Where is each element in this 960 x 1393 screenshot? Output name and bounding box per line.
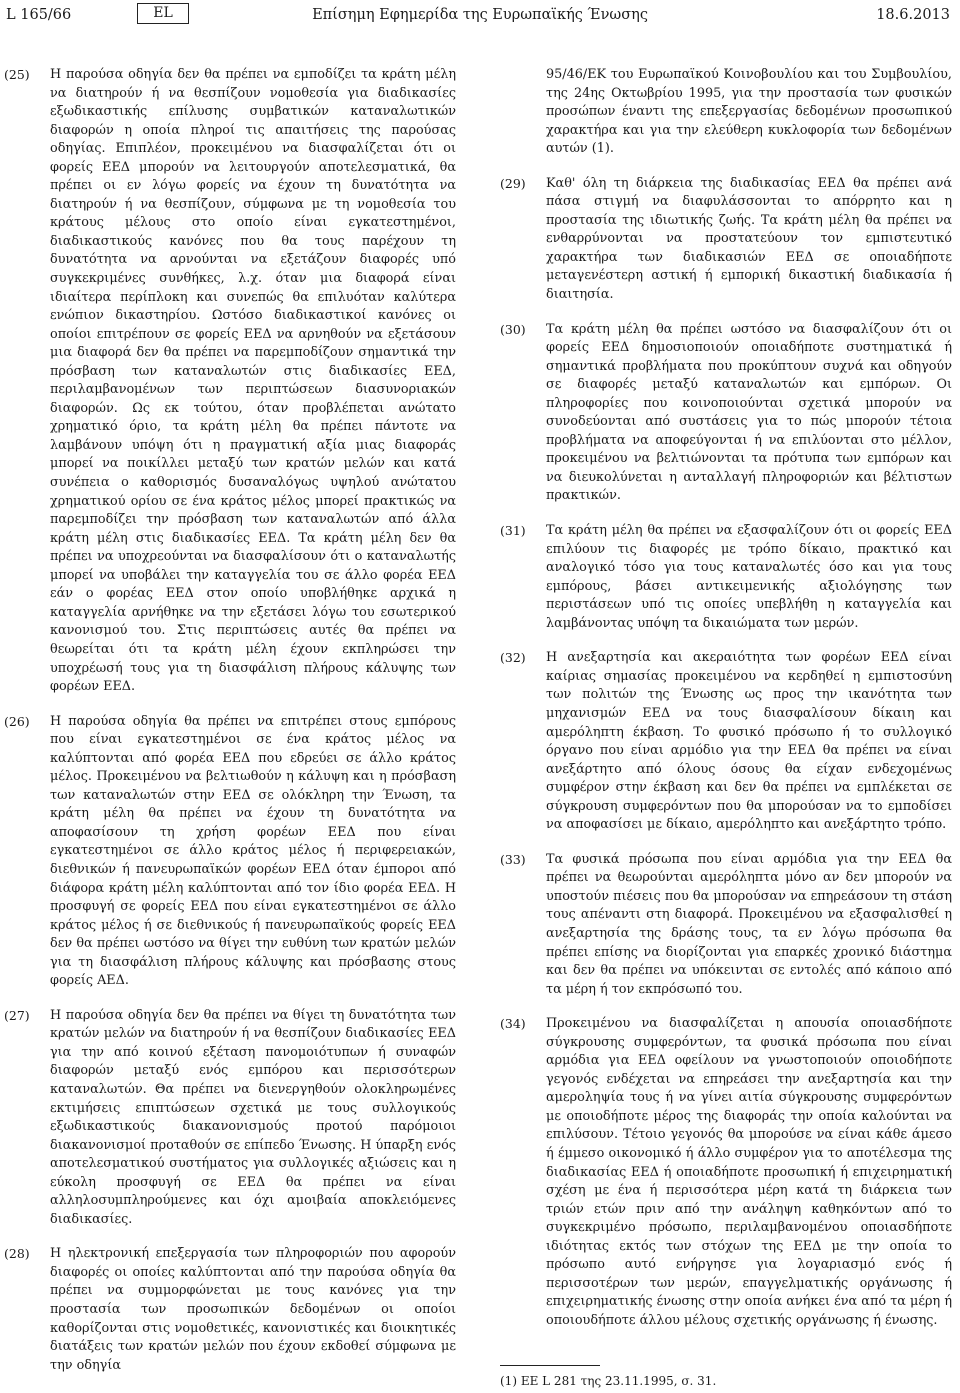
recital-text: Η ηλεκτρονική επεξεργασία των πληροφοριών που αφορούν διαφορές οι οποίες καλύπτονται από την παρούσα οδηγία θα πρέπει να συμμορφώνεται με τους κανόνες για την προστασία των προσωπικών δεδομένων οι οποίοι καθορίζονται στις νομοθετικές, κανονιστικές και διοικητικές διατάξεις των κρατών μελών που έχουν εκδοθεί σύμφωνα με την οδηγία bbox=[50, 1246, 456, 1373]
recital-number: (27) bbox=[4, 1007, 30, 1023]
recital bbox=[4, 713, 456, 991]
recital bbox=[500, 649, 952, 834]
recital-text: Η παρούσα οδηγία δεν θα πρέπει να εμποδίζει τα κράτη μέλη να διατηρούν ή να θεσπίζουν νομοθεσία για διαδικασίες εξωδικαστικής επίλυσης συμβατικών καταναλωτικών διαφορών η οποία πληροί τις απαιτήσεις της παρούσας οδηγίας. Επιπλέον, προκειμένου να διασφαλίζεται ότι οι φορείς ΕΕΔ μπορούν να λειτουργούν αποτελεσματικά, θα πρέπει οι εν λόγω φορείς να έχουν τη δυνατότητα να διατηρούν ή να θεσπίζουν, σύμφωνα με τη νομοθεσία του κράτους μέλους στο οποίο είναι εγκατεστημένοι, διαδικαστικούς κανόνες που θα τους παρέχουν τη δυνατότητα να αρνούνται να εξετάζουν διαφορές υπό συγκεκριμένες συνθήκες, λ.χ. όταν μια διαφορά είναι ιδιαίτερα περίπλοκη και συνεπώς θα επιλυόταν καλύτερα ενώπιον δικαστηρίου. Ωστόσο διαδικαστικοί κανόνες οι οποίοι επιτρέπουν σε φορείς ΕΕΔ να αρνηθούν να εξετάσουν μια διαφορά δεν θα πρέπει να παρεμποδίζουν σημαντικά την πρόσβαση των καταναλωτών στις διαδικασίες ΕΕΔ, περιλαμβανομένων των περιπτώσεων διασυνοριακών διαφορών. Ως εκ τούτου, όταν προβλέπεται ανώτατο χρηματικό όριο, τα κράτη μέλη θα πρέπει πάντοτε να λαμβάνουν υπόψη ότι η πραγματική αξία μιας διαφοράς μπορεί να ποικίλλει μεταξύ των κρατών μελών και κατά συνέπεια ο καθορισμός δυσαναλόγως υψηλού ανώτατου χρηματικού ορίου σε ένα κράτος μέλος μπορεί πρακτικώς να παρεμποδίζει την πρόσβαση των καταναλωτών από άλλα κράτη μέλη στις διαδικασίες ΕΕΔ. Τα κράτη μέλη δεν θα πρέπει να υποχρεούνται να διασφαλίσουν ότι ο καταναλωτής μπορεί να υποβάλει την καταγγελία του σε άλλο φορέα ΕΕΔ εάν ο φορέας ΕΕΔ στον οποίο υποβλήθηκε αρχικά η καταγγελία αρνήθηκε να την εξετάσει λόγω του εσωτερικού κανονισμού του. Στις περιπτώσεις αυτές θα πρέπει να θεωρείται ότι τα κράτη μέλη έχουν εκπληρώσει την υποχρέωσή τους για τη διασφάλιση πλήρους κάλυψης των φορέων ΕΕΔ. bbox=[50, 67, 456, 695]
publication-date: 18.6.2013 bbox=[876, 7, 950, 23]
recital-number: (32) bbox=[500, 650, 526, 666]
recital-text: 95/46/ΕΚ του Ευρωπαϊκού Κοινοβουλίου και του Συμβουλίου, της 24ης Οκτωβρίου 1995, για την προστασία των φυσικών προσώπων έναντι της επεξεργασίας δεδομένων προσωπικού χαρακτήρα και για την ελεύθερη κυκλοφορία των δεδομένων αυτών (1). bbox=[546, 67, 952, 157]
recital-text: Τα φυσικά πρόσωπα που είναι αρμόδια για την ΕΕΔ θα πρέπει να θεωρούνται αμερόληπτα μόνο αν δεν μπορούν να υποστούν πιέσεις που θα μπορούσαν να επηρεάσουν τη στάση τους απέναντι στη διαφορά. Προκειμένου να εξασφαλισθεί η ανεξαρτησία της δράσης τους, τα εν λόγω πρόσωπα θα πρέπει επίσης να διορίζονται για επαρκές χρονικό διάστημα και δεν θα πρέπει να υπόκεινται σε εντολές από κάποιο από τα μέρη ή τον εκπρόσωπό του. bbox=[546, 851, 952, 997]
recital-number: (28) bbox=[4, 1246, 30, 1262]
recital bbox=[500, 1015, 952, 1330]
recital bbox=[500, 522, 952, 633]
recital-number: (26) bbox=[4, 713, 30, 729]
recital-number: (31) bbox=[500, 523, 526, 539]
recital-number: (25) bbox=[4, 67, 30, 82]
recital-text: Τα κράτη μέλη θα πρέπει να εξασφαλίζουν ότι οι φορείς ΕΕΔ επιλύουν τις διαφορές με τρόπο δίκαιο, πρακτικό και αναλογικό τόσο για τους καταναλωτές όσο και για τους εμπόρους, βάσει αντικειμενικής αξιολόγησης των περιστάσεων υπό τις οποίες υπεβλήθη η καταγγελία και λαμβάνοντας υπόψη τα δικαιώματα των μερών. bbox=[546, 523, 952, 631]
recital-text: Τα κράτη μέλη θα πρέπει ωστόσο να διασφαλίζουν ότι οι φορείς ΕΕΔ δημοσιοποιούν οποιαδήποτε συστηματικά ή σημαντικά προβλήματα που προκύπτουν συχνά και οδηγούν σε διαφορές μεταξύ καταναλωτών και εμπόρων. Οι πληροφορίες που κοινοποιούνται σχετικά μπορούν να συνοδεύονται από συστάσεις για το πώς μπορούν τέτοια προβλήματα να αποφεύγονται ή να επιλύονται στο μέλλον, προκειμένου να βελτιώνονται τα πρότυπα των εμπόρων και να διευκολύνεται η ανταλλαγή πληροφοριών και βέλτιστων πρακτικών. bbox=[546, 321, 952, 504]
recital bbox=[4, 1245, 456, 1375]
recital bbox=[500, 321, 952, 506]
page-reference: L 165/66 bbox=[6, 7, 72, 23]
right-column bbox=[500, 66, 952, 1346]
recital bbox=[4, 66, 456, 697]
recital bbox=[500, 175, 952, 305]
recital-number: (34) bbox=[500, 1016, 526, 1032]
recital-text: Καθ' όλη τη διάρκεια της διαδικασίας ΕΕΔ θα πρέπει ανά πάσα στιγμή να διαφυλάσσονται το απόρρητο και η προστασία της ιδιωτικής ζωής. Τα κράτη μέλη θα πρέπει να ενθαρρύνονται να προστατεύουν τον εμπιστευτικό χαρακτήρα των διαδικασιών ΕΕΔ σε οποιαδήποτε μεταγενέστερη αστική ή εμπορική δικαστική διαδικασία ή διαιτησία. bbox=[546, 175, 952, 303]
page-header bbox=[0, 0, 960, 28]
recital-text: Η παρούσα οδηγία δεν θα πρέπει να θίγει τη δυνατότητα των κρατών μελών να διατηρούν ή να θεσπίζουν διαδικασίες ΕΕΔ για την από κοινού εξέταση πανομοιότυπων ή συναφών διαφορών μεταξύ ενός εμπόρου και περισσότερων καταναλωτών. Θα πρέπει να διενεργηθούν ολοκληρωμένες εκτιμήσεις επιπτώσεων σχετικά με τους συλλογικούς εξωδικαστικούς διακανονισμούς προτού παρόμοιοι διακανονισμοί προταθούν σε επίπεδο Ένωσης. Η ύπαρξη ενός αποτελεσματικού συστήματος για συλλογικές αξιώσεις και η εύκολη προσφυγή σε ΕΕΔ θα πρέπει να είναι αλληλοσυμπληρούμενες και όχι αμοιβαία αποκλειόμενες διαδικασίες. bbox=[50, 1007, 456, 1227]
left-column bbox=[4, 66, 456, 1391]
recital-number: (33) bbox=[500, 851, 526, 867]
footnote: (1) ΕΕ L 281 της 23.11.1995, σ. 31. bbox=[500, 1374, 717, 1388]
recital-text: Η παρούσα οδηγία θα πρέπει να επιτρέπει στους εμπόρους που είναι εγκατεστημένοι σε ένα κράτος μέλος να καλύπτονται από φορέα ΕΕΔ που εδρεύει σε άλλο κράτος μέλος. Προκειμένου να βελτιωθούν η κάλυψη και η πρόσβαση των καταναλωτών στην ΕΕΔ σε ολόκληρη την Ένωση, τα κράτη μέλη θα πρέπει να έχουν τη δυνατότητα να αποφασίσουν τη χρήση φορέων ΕΕΔ που είναι εγκατεστημένοι σε άλλο κράτος μέλος ή περιφερειακών, διεθνικών ή πανευρωπαϊκών φορέων ΕΕΔ όταν έμποροι από διάφορα κράτη μέλη καλύπτονται από τον ίδιο φορέα ΕΕΔ. Η προσφυγή σε φορείς ΕΕΔ που είναι εγκατεστημένοι σε άλλο κράτος μέλος ή σε διεθνικούς ή πανευρωπαϊκούς φορείς ΕΕΔ δεν θα πρέπει ωστόσο να θίγει την ευθύνη των κρατών μελών για τη διασφάλιση πλήρους κάλυψης και πρόσβασης στους φορείς ΑΕΔ. bbox=[50, 713, 456, 989]
recital-text: Προκειμένου να διασφαλίζεται η απουσία οποιασδήποτε σύγκρουσης συμφερόντων, τα φυσικά πρόσωπα που είναι αρμόδια για ΕΕΔ οφείλουν να γνωστοποιούν οποιοδήποτε γεγονός ενδέχεται να επηρεάσει την ανεξαρτησία και την αμεροληψία τους ή να γίνει αιτία σύγκρουσης συμφερόντων με οποιοδήποτε μέρος της διαφοράς την οποία καλούνται να επιλύσουν. Τέτοιο γεγονός θα μπορούσε να είναι κάθε άμεσο ή έμμεσο οικονομικό ή άλλο συμφέρον για το αποτέλεσμα της διαδικασίας ΕΕΔ ή οποιαδήποτε προσωπική ή επιχειρηματική σχέση με ένα ή περισσότερα μέρη κατά τη διάρκεια των τριών ετών πριν από την ανάληψη καθηκόντων από το συγκεκριμένο πρόσωπο, περιλαμβανομένου οποιασδήποτε ιδιότητας εκτός των στόχων της ΕΕΔ με την οποία το πρόσωπο αυτό ενήργησε για λογαριασμό ενός ή περισσοτέρων των μερών, επαγγελματικής οργάνωσης ή επιχειρηματικής ένωσης στην οποία ανήκει ένα από τα μέρη ή οποιουδήποτε άλλου μέλους σχετικής οργάνωσης ή ένωσης. bbox=[546, 1016, 952, 1328]
recital bbox=[500, 851, 952, 999]
recital-number bbox=[500, 66, 546, 159]
journal-title: Επίσημη Εφημερίδα της Ευρωπαϊκής Ένωσης bbox=[312, 7, 648, 23]
recital-continuation bbox=[500, 66, 952, 159]
recital-text: Η ανεξαρτησία και ακεραιότητα των φορέων ΕΕΔ είναι καίριας σημασίας προκειμένου να κερδηθεί η εμπιστοσύνη των πολιτών της Ένωσης ως προς την ικανότητα των μηχανισμών ΕΕΔ να τους διασφαλίσουν δίκαιη και αμερόληπτη έκβαση. Το φυσικό πρόσωπο ή το συλλογικό όργανο που είναι αρμόδιο για την ΕΕΔ θα πρέπει να είναι ανεξάρτητο από όλους όσους θα είχαν ενδεχομένως συμφέρον στην έκβαση και δεν θα πρέπει να εμπλέκεται σε σύγκρουση συμφερόντων που θα μπορούσαν να το εμποδίσει να αποφασίσει με δίκαιο, αμερόληπτο και ανεξάρτητο τρόπο. bbox=[546, 650, 952, 833]
footnote-divider bbox=[500, 1365, 600, 1366]
recital-number: (29) bbox=[500, 175, 526, 191]
recital-number: (30) bbox=[500, 321, 526, 337]
language-badge: EL bbox=[137, 3, 189, 24]
recital bbox=[4, 1007, 456, 1230]
